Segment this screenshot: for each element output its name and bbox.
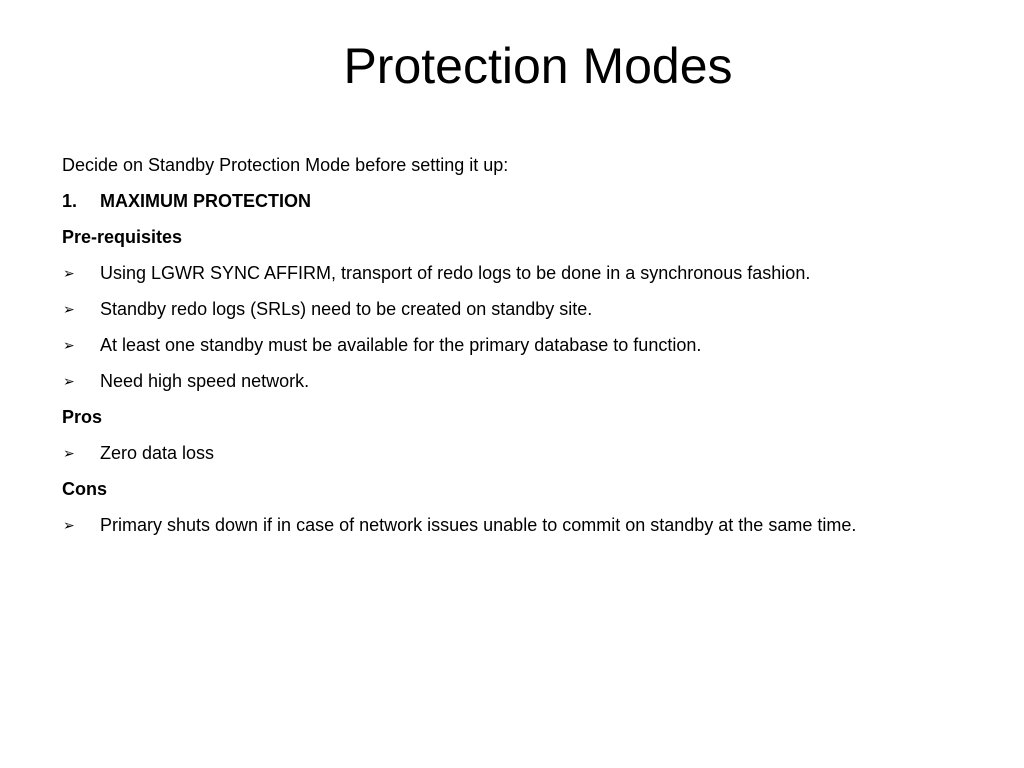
arrow-bullet-icon: ➢ <box>63 301 75 317</box>
arrow-bullet-icon: ➢ <box>63 265 75 281</box>
mode-name: MAXIMUM PROTECTION <box>100 191 311 211</box>
arrow-bullet-icon: ➢ <box>63 373 75 389</box>
list-item <box>62 261 1002 285</box>
pros-heading: Pros <box>62 407 103 427</box>
arrow-bullet-icon: ➢ <box>63 517 75 533</box>
intro-text: Decide on Standby Protection Mode before setting it up: <box>62 155 509 175</box>
bullet-text: Standby redo logs (SRLs) need to be created on standby site. <box>100 299 593 319</box>
bullet-text: Primary shuts down if in case of network issues unable to commit on standby at the same time. <box>100 515 857 535</box>
cons-heading: Cons <box>62 479 107 499</box>
bullet-text: Need high speed network. <box>100 371 310 391</box>
list-item <box>62 297 1002 321</box>
arrow-bullet-icon: ➢ <box>63 337 75 353</box>
list-item <box>62 441 1002 465</box>
list-number: 1. <box>62 191 78 211</box>
arrow-bullet-icon: ➢ <box>63 445 75 461</box>
bullet-text: At least one standby must be available for the primary database to function. <box>100 335 702 355</box>
list-item <box>62 333 1002 357</box>
mode-heading <box>62 189 1002 213</box>
slide-title: Protection Modes <box>343 38 733 94</box>
prerequisites-heading: Pre-requisites <box>62 227 183 247</box>
bullet-text: Zero data loss <box>100 443 215 463</box>
slide-content <box>62 153 1002 549</box>
bullet-text: Using LGWR SYNC AFFIRM, transport of redo logs to be done in a synchronous fashion. <box>100 263 811 283</box>
list-item <box>62 513 1002 537</box>
list-item <box>62 369 1002 393</box>
